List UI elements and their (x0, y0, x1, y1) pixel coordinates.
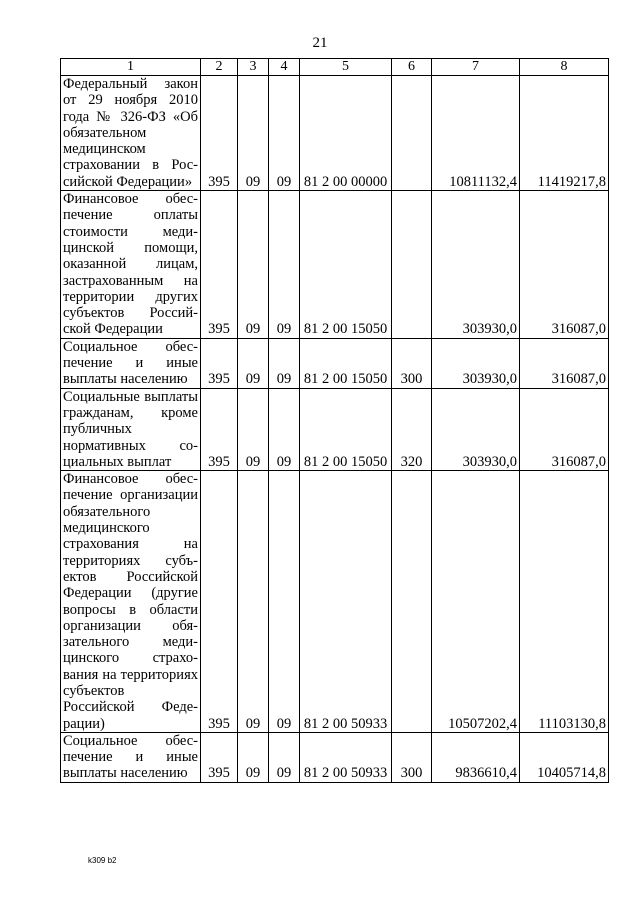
admin-code: 395 (201, 732, 238, 782)
column-header: 2 (201, 59, 238, 76)
table-row (61, 471, 609, 733)
amount-2019: 303930,0 (432, 388, 520, 470)
target-code: 81 2 00 50933 (300, 471, 392, 733)
section-code: 09 (238, 191, 269, 339)
amount-2020: 316087,0 (520, 338, 609, 388)
section-code: 09 (238, 732, 269, 782)
section-code: 09 (238, 338, 269, 388)
target-code: 81 2 00 15050 (300, 191, 392, 339)
amount-2019: 303930,0 (432, 191, 520, 339)
expense-code (392, 191, 432, 339)
table-row (61, 388, 609, 470)
target-code: 81 2 00 15050 (300, 388, 392, 470)
amount-2020: 11419217,8 (520, 76, 609, 191)
expense-code: 300 (392, 732, 432, 782)
row-name: Финансовое обеспечение оплаты стоимости медицинской помощи, оказанной лицам, застрахованным на территории других субъектов Российской Федерации (61, 191, 201, 339)
section-code: 09 (238, 388, 269, 470)
subsection-code: 09 (269, 338, 300, 388)
subsection-code: 09 (269, 732, 300, 782)
column-header: 5 (300, 59, 392, 76)
expense-code (392, 471, 432, 733)
row-name: Социальное обеспечение и иные выплаты населению (61, 732, 201, 782)
admin-code: 395 (201, 76, 238, 191)
amount-2020: 316087,0 (520, 388, 609, 470)
expense-code: 300 (392, 338, 432, 388)
row-name: Социальное обеспечение и иные выплаты населению (61, 338, 201, 388)
page-number: 21 (312, 35, 328, 51)
column-number-row (61, 59, 609, 76)
column-header: 1 (61, 59, 201, 76)
amount-2019: 10811132,4 (432, 76, 520, 191)
subsection-code: 09 (269, 471, 300, 733)
row-name: Финансовое обеспечение организации обязательного медицинского страхования на территориях субъектов Российской Федерации (другие вопросы в области организации обязательного медицинского страхования на территориях субъектов Российской Федерации) (61, 471, 201, 733)
expense-code (392, 76, 432, 191)
amount-2019: 303930,0 (432, 338, 520, 388)
subsection-code: 09 (269, 191, 300, 339)
table-row (61, 732, 609, 782)
section-code: 09 (238, 471, 269, 733)
target-code: 81 2 00 15050 (300, 338, 392, 388)
table-row (61, 76, 609, 191)
row-name: Социальные выплаты гражданам, кроме публичных нормативных социальных выплат (61, 388, 201, 470)
expense-code: 320 (392, 388, 432, 470)
section-code: 09 (238, 76, 269, 191)
target-code: 81 2 00 50933 (300, 732, 392, 782)
amount-2020: 10405714,8 (520, 732, 609, 782)
amount-2020: 316087,0 (520, 191, 609, 339)
row-name: Федеральный закон от 29 ноября 2010 года № 326-ФЗ «Об обязательном медицинском страховании в Российской Федерации» (61, 76, 201, 191)
amount-2019: 10507202,4 (432, 471, 520, 733)
amount-2019: 9836610,4 (432, 732, 520, 782)
column-header: 6 (392, 59, 432, 76)
subsection-code: 09 (269, 76, 300, 191)
column-header: 7 (432, 59, 520, 76)
column-header: 3 (238, 59, 269, 76)
column-header: 4 (269, 59, 300, 76)
admin-code: 395 (201, 338, 238, 388)
admin-code: 395 (201, 191, 238, 339)
table-row (61, 338, 609, 388)
admin-code: 395 (201, 471, 238, 733)
amount-2020: 11103130,8 (520, 471, 609, 733)
budget-table (60, 58, 609, 783)
footer-code: k309 b2 (88, 856, 117, 865)
admin-code: 395 (201, 388, 238, 470)
subsection-code: 09 (269, 388, 300, 470)
target-code: 81 2 00 00000 (300, 76, 392, 191)
column-header: 8 (520, 59, 609, 76)
table-row (61, 191, 609, 339)
